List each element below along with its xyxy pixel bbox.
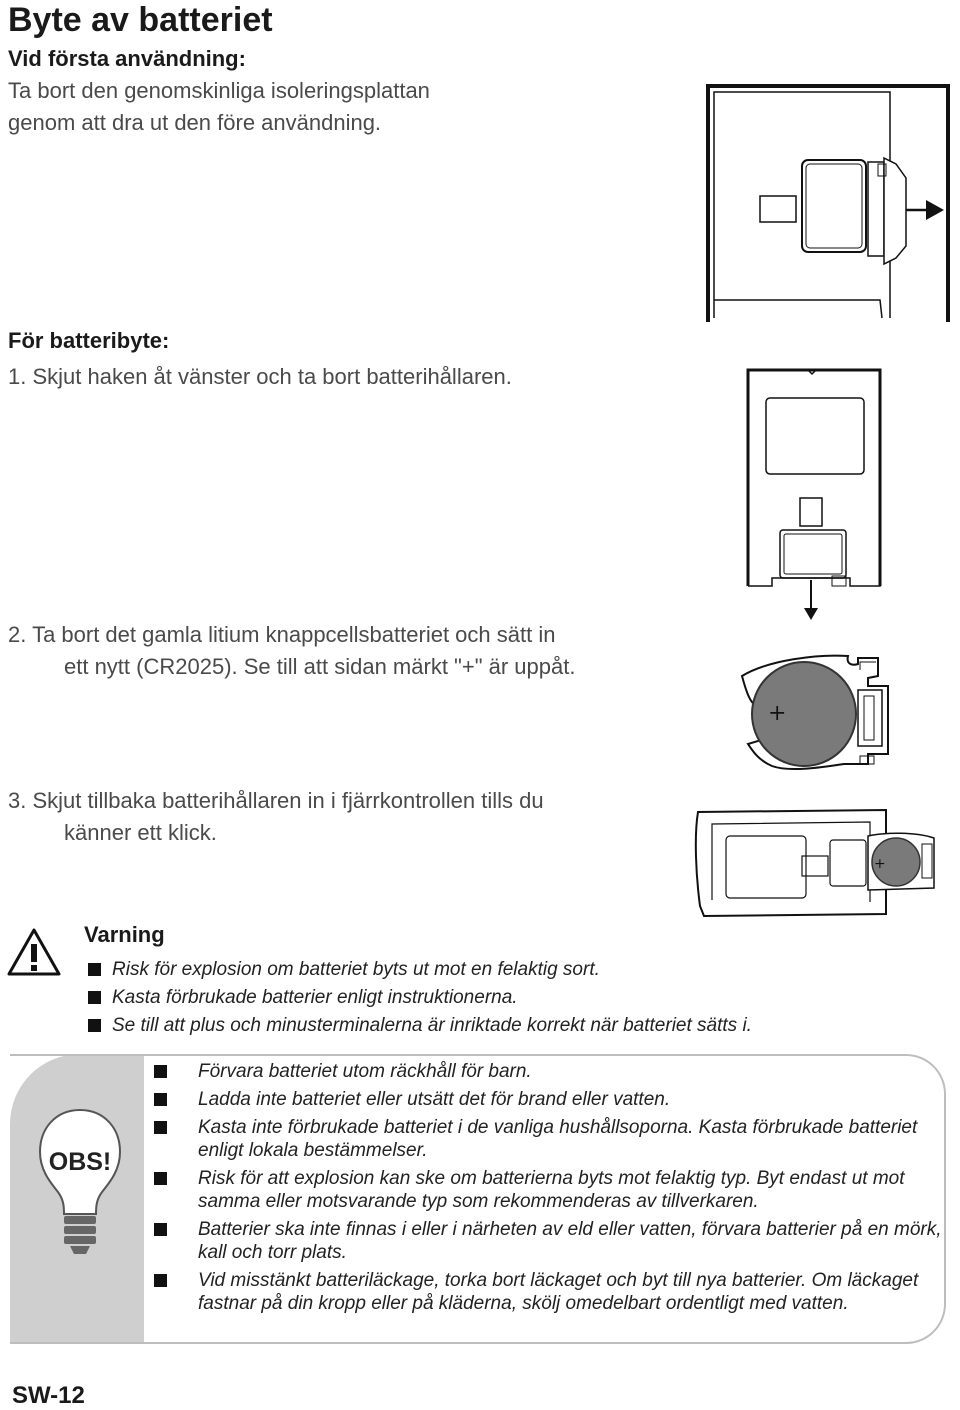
first-use-heading: Vid första användning: — [8, 46, 246, 71]
warning-triangle-icon — [6, 926, 62, 978]
illustration-remove-holder — [742, 366, 886, 624]
warning-list — [86, 956, 846, 1040]
obs-item: Ladda inte batteriet eller utsätt det för brand eller vatten. — [152, 1088, 942, 1111]
warning-item: Kasta förbrukade batterier enligt instruktionerna. — [86, 984, 846, 1012]
first-use-line-2: genom att dra ut den före användning. — [8, 110, 382, 135]
battery-plus-sign: + — [768, 701, 787, 726]
obs-label: OBS! — [48, 1148, 112, 1176]
illustration-remove-insulation — [700, 78, 956, 324]
step-2-line-2: ett nytt (CR2025). Se till att sidan märkt "+" är uppåt. — [64, 654, 576, 679]
warning-item: Risk för explosion om batteriet byts ut mot en felaktig sort. — [86, 956, 846, 984]
obs-item: Förvara batteriet utom räckhåll för barn. — [152, 1060, 942, 1083]
step-2-line-1: 2. Ta bort det gamla litium knappcellsbatteriet och sätt in — [8, 622, 556, 647]
battery-change-heading: För batteribyte: — [8, 328, 170, 353]
obs-item: Batterier ska inte finnas i eller i närheten av eld eller vatten, förvara batterier på en mörk, kall och torr plats. — [152, 1218, 942, 1264]
obs-item: Vid misstänkt batteriläckage, torka bort läckaget och byt till nya batterier. Om läckaget fastnar på din kropp eller på kläderna, skölj omedelbart ordentligt med vatten. — [152, 1269, 942, 1315]
warning-title: Varning — [84, 922, 165, 947]
page-number: SW-12 — [12, 1382, 85, 1409]
lightbulb-icon — [34, 1104, 126, 1260]
illustration-insert-holder — [690, 806, 944, 922]
obs-item: Kasta inte förbrukade batteriet i de vanliga hushållsoporna. Kasta förbrukade batteriet enligt lokala bestämmelser. — [152, 1116, 942, 1162]
first-use-line-1: Ta bort den genomskinliga isoleringsplattan — [8, 78, 430, 103]
obs-list — [152, 1060, 942, 1320]
step-3-line-1: 3. Skjut tillbaka batterihållaren in i fjärrkontrollen tills du — [8, 788, 544, 813]
obs-item: Risk för att explosion kan ske om batterierna byts mot felaktig typ. Byt endast ut mot samma eller motsvarande typ som rekommenderas av tillverkaren. — [152, 1167, 942, 1213]
step-3-line-2: känner ett klick. — [64, 820, 217, 845]
warning-item: Se till att plus och minusterminalerna är inriktade korrekt när batteriet sätts i. — [86, 1012, 846, 1040]
illustration-battery-holder — [728, 650, 918, 776]
battery-plus-sign-small: + — [874, 856, 886, 872]
page-title: Byte av batteriet — [8, 1, 273, 39]
step-1-text: 1. Skjut haken åt vänster och ta bort batterihållaren. — [8, 364, 512, 389]
